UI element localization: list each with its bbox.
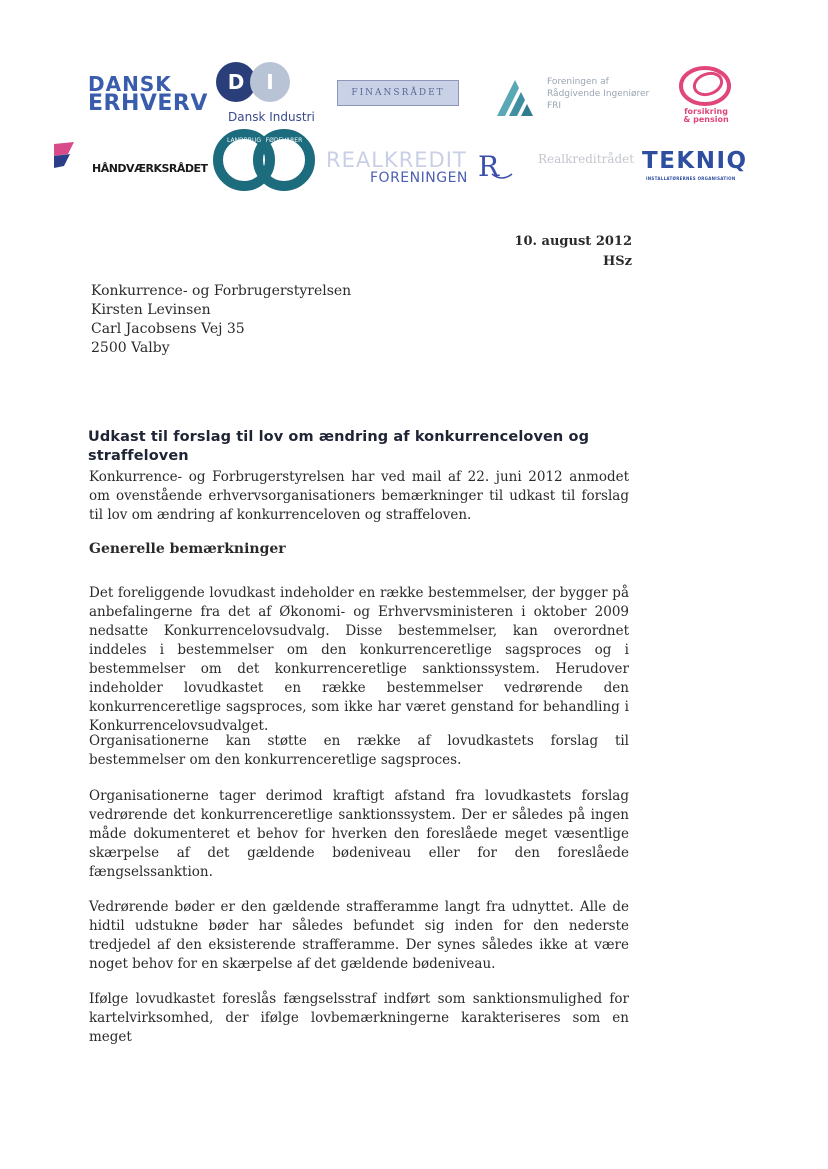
logo-finansraadet <box>337 80 459 106</box>
logo-haandvaerksraadet-text: HÅNDVÆRKSRÅDET <box>92 162 208 175</box>
paragraph-text: Organisationerne tager derimod kraftigt afstand fra lovudkastets forslag vedrørende det konkurrenceretlige sanktionssystem. Der er således på ingen måde dokumenteret et behov for hverken den foreslåede meget væsentlige skærpelse af det gældende bødeniveau eller for den foreslåede fængselssanktion. <box>89 788 629 880</box>
logo-dansk-erhverv-line1: DANSK <box>88 72 172 96</box>
logo-fri-line2: Rådgivende Ingeniører <box>547 89 650 99</box>
logo-realkredit-foreningen <box>326 148 472 190</box>
body-paragraph-5 <box>89 990 629 1047</box>
logo-fri-line3: FRI <box>547 101 562 111</box>
logo-fri-line1: Foreningen af <box>547 77 609 87</box>
section-heading: Generelle bemærkninger <box>89 541 286 557</box>
paragraph-text: Organisationerne kan støtte en række af lovudkastets forslag til bestemmelser om den konkurrenceretlige sagsproces. <box>89 733 629 768</box>
logo-realkredit-line1: REALKREDIT <box>326 148 467 172</box>
logo-dansk-erhverv <box>88 74 208 114</box>
body-paragraph-2 <box>89 732 629 770</box>
svg-text:R: R <box>478 150 500 183</box>
r-monogram-icon <box>474 146 514 186</box>
logo-tekniq <box>642 148 768 188</box>
logo-foedevarer-text: FØDEVARER <box>265 137 303 144</box>
letter-date-block <box>514 232 632 272</box>
intro-paragraph <box>89 468 629 525</box>
paragraph-text: Ifølge lovudkastet foreslås fængselsstraf indført som sanktionsmulighed for kartelvirksomhed, der ifølge lovbemærkningerne karakteriseres som en meget <box>89 991 629 1045</box>
body-paragraph-3 <box>89 787 629 882</box>
haandvaerksraadet-flag-icon <box>54 142 90 178</box>
forsikring-pension-ring-icon <box>674 64 736 108</box>
svg-text:D: D <box>227 70 245 94</box>
letter-subject: Udkast til forslag til lov om ændring af konkurrenceloven og straffeloven <box>88 429 590 464</box>
logo-fri-text <box>547 76 649 112</box>
recipient-line: Carl Jacobsens Vej 35 <box>91 321 245 337</box>
letter-date: 10. august 2012 <box>514 234 632 249</box>
logo-tekniq-line2: INSTALLATØRERNES ORGANISATION <box>646 176 736 181</box>
logo-landbrug-foedevarer <box>212 128 324 192</box>
logo-realkredit-line2: FORENINGEN <box>370 170 468 186</box>
logo-tekniq-line1: TEKNIQ <box>642 148 748 174</box>
body-paragraph-4 <box>89 898 629 974</box>
intro-text: Konkurrence- og Forbrugerstyrelsen har ved mail af 22. juni 2012 anmodet om ovenstående erhvervsorganisationers bemærkninger til udkast til forslag til lov om ændring af konkurrenceloven og straffeloven. <box>89 469 629 523</box>
paragraph-text: Vedrørende bøder er den gældende strafferamme langt fra udnyttet. Alle de hidtil udstukne bøder har således befundet sig inden for den nederste tredjedel af den eksisterende strafferamme. Der synes således ikke at være noget behov for en skærpelse af det gældende bødeniveau. <box>89 899 629 972</box>
logo-landbrug-text: LANDBRUG <box>226 137 262 144</box>
logo-dansk-industri <box>214 60 314 128</box>
logo-dansk-erhverv-line2: ERHVERV <box>88 91 208 116</box>
logo-forsikring-pension-caption <box>682 108 730 124</box>
logo-finansraadet-text: FINANSRÅDET <box>351 88 445 98</box>
recipient-line: Kirsten Levinsen <box>91 302 211 318</box>
fri-triangle-icon <box>495 74 543 118</box>
recipient-line: Konkurrence- og Forbrugerstyrelsen <box>91 283 352 299</box>
letter-initials: HSz <box>602 254 632 269</box>
logo-r-monogram <box>474 146 514 186</box>
paragraph-text: Det foreliggende lovudkast indeholder en række bestemmelser, der bygger på anbefalingerne fra det af Økonomi- og Erhvervsministeren i oktober 2009 nedsatte Konkurrencelovsudvalg. Disse bestemmelser, kan overordnet inddeles i bestemmelser om den konkurrenceretlige sagsproces og i bestemmelser om det konkurrenceretlige sanktionssystem. Herudover indeholder lovudkastet en række bestemmelser vedrørende den konkurrenceretlige sagsproces, som ikke har været genstand for behandling i Konkurrencelovsudvalget. <box>89 585 629 734</box>
logo-realkreditraadet: Realkreditrådet <box>538 152 635 166</box>
landbrug-foedevarer-rings-icon <box>212 128 324 192</box>
body-paragraph-1 <box>89 584 629 736</box>
recipient-line: 2500 Valby <box>91 340 170 356</box>
svg-text:I: I <box>266 70 274 94</box>
logo-haandvaerksraadet <box>54 142 214 182</box>
logo-fri <box>495 74 655 118</box>
logo-forsikring-pension <box>674 64 736 130</box>
logo-forsikring-line2: & pension <box>683 115 729 124</box>
di-circles-icon <box>214 60 294 108</box>
logo-dansk-industri-caption: Dansk Industri <box>228 110 315 124</box>
recipient-address <box>91 282 351 358</box>
logo-forsikring-line1: forsikring <box>684 107 728 116</box>
